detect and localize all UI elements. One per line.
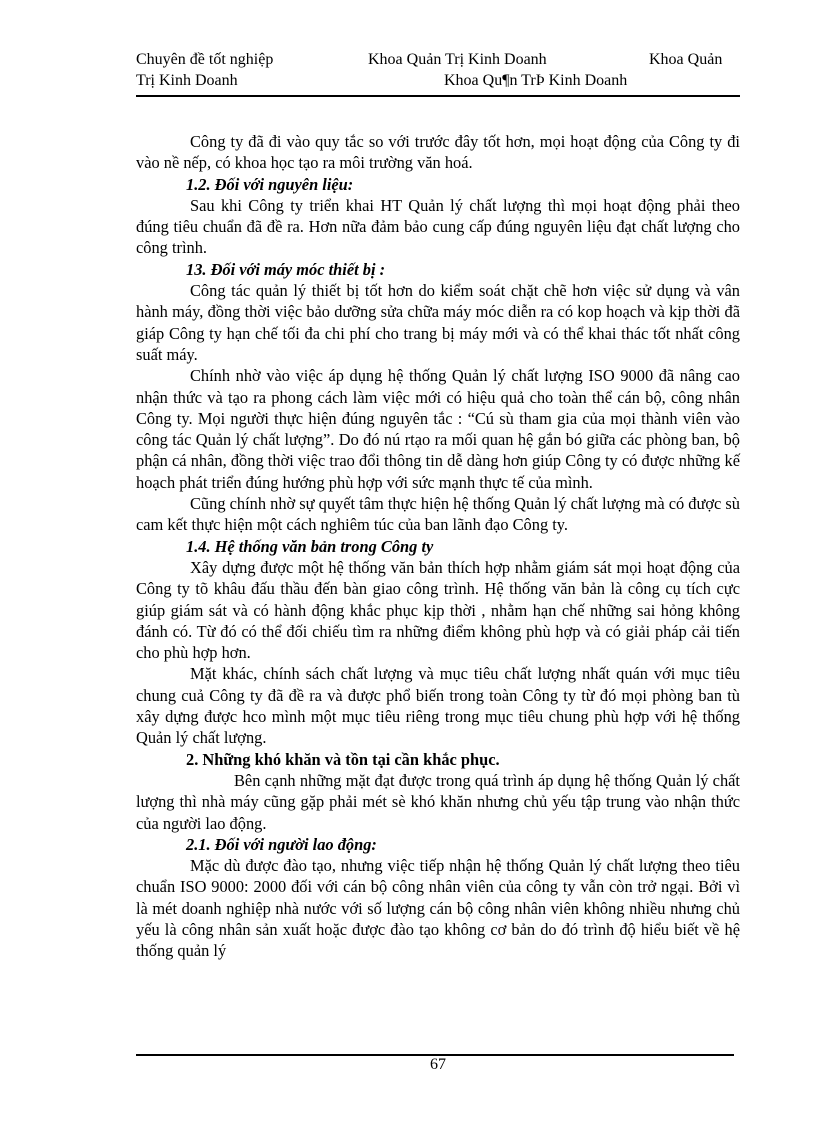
- section-heading: 2.1. Đối với người lao động:: [186, 834, 377, 854]
- section-heading: 2. Những khó khăn và tồn tại cần khắc phục.: [186, 749, 500, 769]
- paragraph: Xây dựng được một hệ thống văn bản thích hợp nhằm giám sát mọi hoạt động của Công ty tõ khâu đấu thầu đến bàn giao công trình. Hệ thống văn bản là công cụ tích cực giúp giám sát và có hành động khắc phục kịp thời , nhằm hạn chế những sai hỏng không đánh có. Từ đó có thể đối chiếu tìm ra những điểm không phù hợp và có giải pháp cải tiến cho phù hợp hơn.: [136, 557, 740, 663]
- paragraph: Mặt khác, chính sách chất lượng và mục tiêu chất lượng nhất quán với mục tiêu chung cuả Công ty đã đề ra và được phổ biến trong toàn Công ty từ đó mọi phòng ban tù xây dựng được hco mình một mục tiêu riêng trong mục tiêu chung phù hợp với hệ thống Quản lý chất lượng.: [136, 664, 740, 748]
- page-header: [136, 49, 740, 97]
- header-left-text: Chuyên đề tốt nghiệp: [136, 51, 274, 68]
- header-left-text-2: Trị Kinh Doanh: [136, 72, 238, 89]
- header-right-text: Khoa Quản: [649, 51, 723, 68]
- body-text: [136, 131, 740, 962]
- paragraph: Sau khi Công ty triển khai HT Quản lý chất lượng thì mọi hoạt động phải theo đúng tiêu chuẩn đã đề ra. Hơn nữa đảm bảo cung cấp đúng nguyên liệu đạt chất lượng cho công trình.: [136, 195, 740, 258]
- section-heading: 13. Đối với máy móc thiết bị :: [186, 259, 386, 279]
- header-row-1: [136, 49, 740, 70]
- section-heading: 1.2. Đối với nguyên liệu:: [186, 174, 354, 194]
- paragraph: Công ty đã đi vào quy tắc so với trước đây tốt hơn, mọi hoạt động của Công ty đi vào nề nếp, có khoa học tạo ra môi trường văn hoá.: [136, 132, 740, 173]
- header-row-2: [136, 70, 740, 91]
- paragraph: Cũng chính nhờ sự quyết tâm thực hiện hệ thống Quản lý chất lượng mà có được sù cam kết thực hiện một cách nghiêm túc của ban lãnh đạo Công ty.: [136, 494, 740, 535]
- paragraph: Chính nhờ vào việc áp dụng hệ thống Quản lý chất lượng ISO 9000 đã nâng cao nhận thức và tạo ra phong cách làm việc mới có hiệu quả cho toàn thể cán bộ, công nhân Công ty. Mọi người thực hiện đúng nguyên tắc : “Cú sù tham gia của mọi thành viên vào công tác Quản lý chất lượng”. Do đó nú rtạo ra mối quan hệ gắn bó giữa các phòng ban, bộ phận cá nhân, đồng thời việc trao đổi thông tin dễ dàng hơn giúp Công ty có được những kế hoạch phát triển đúng hướng phù hợp với sức mạnh thực tế của mình.: [136, 366, 740, 492]
- paragraph: Bên cạnh những mặt đạt được trong quá trình áp dụng hệ thống Quản lý chất lượng thì nhà máy cũng gặp phải mét sè khó khăn nhưng chủ yếu tập trung vào nhận thức của người lao động.: [136, 770, 740, 833]
- section-heading: 1.4. Hệ thống văn bản trong Công ty: [186, 536, 434, 556]
- paragraph: Công tác quản lý thiết bị tốt hơn do kiểm soát chặt chẽ hơn việc sử dụng và vân hành máy, đồng thời việc bảo dưỡng sửa chữa máy móc diễn ra có kop hoạch và kịp thời đã giáp Công ty hạn chế tối đa chi phí cho trang bị máy mới và có thể khai thác tốt nhất công suất máy.: [136, 281, 740, 364]
- header-center-text: Khoa Quản Trị Kinh Doanh: [368, 51, 547, 68]
- header-center-text-2: Khoa Qu¶n TrÞ Kinh Doanh: [444, 72, 628, 89]
- page-number: 67: [430, 1056, 446, 1073]
- paragraph: Mặc dù được đào tạo, nhưng việc tiếp nhận hệ thống Quản lý chất lượng theo tiêu chuẩn ISO 9000: 2000 đối với cán bộ công nhân viên của công ty vẫn còn trở ngại. Bởi vì là mét doanh nghiệp nhà nước với số lượng cán bộ công nhân viên không nhiều nhưng chủ yếu là công nhân sản xuất hoặc được đào tạo không cơ bản do đó trình độ hiểu biết về hệ thống quản lý: [136, 856, 740, 961]
